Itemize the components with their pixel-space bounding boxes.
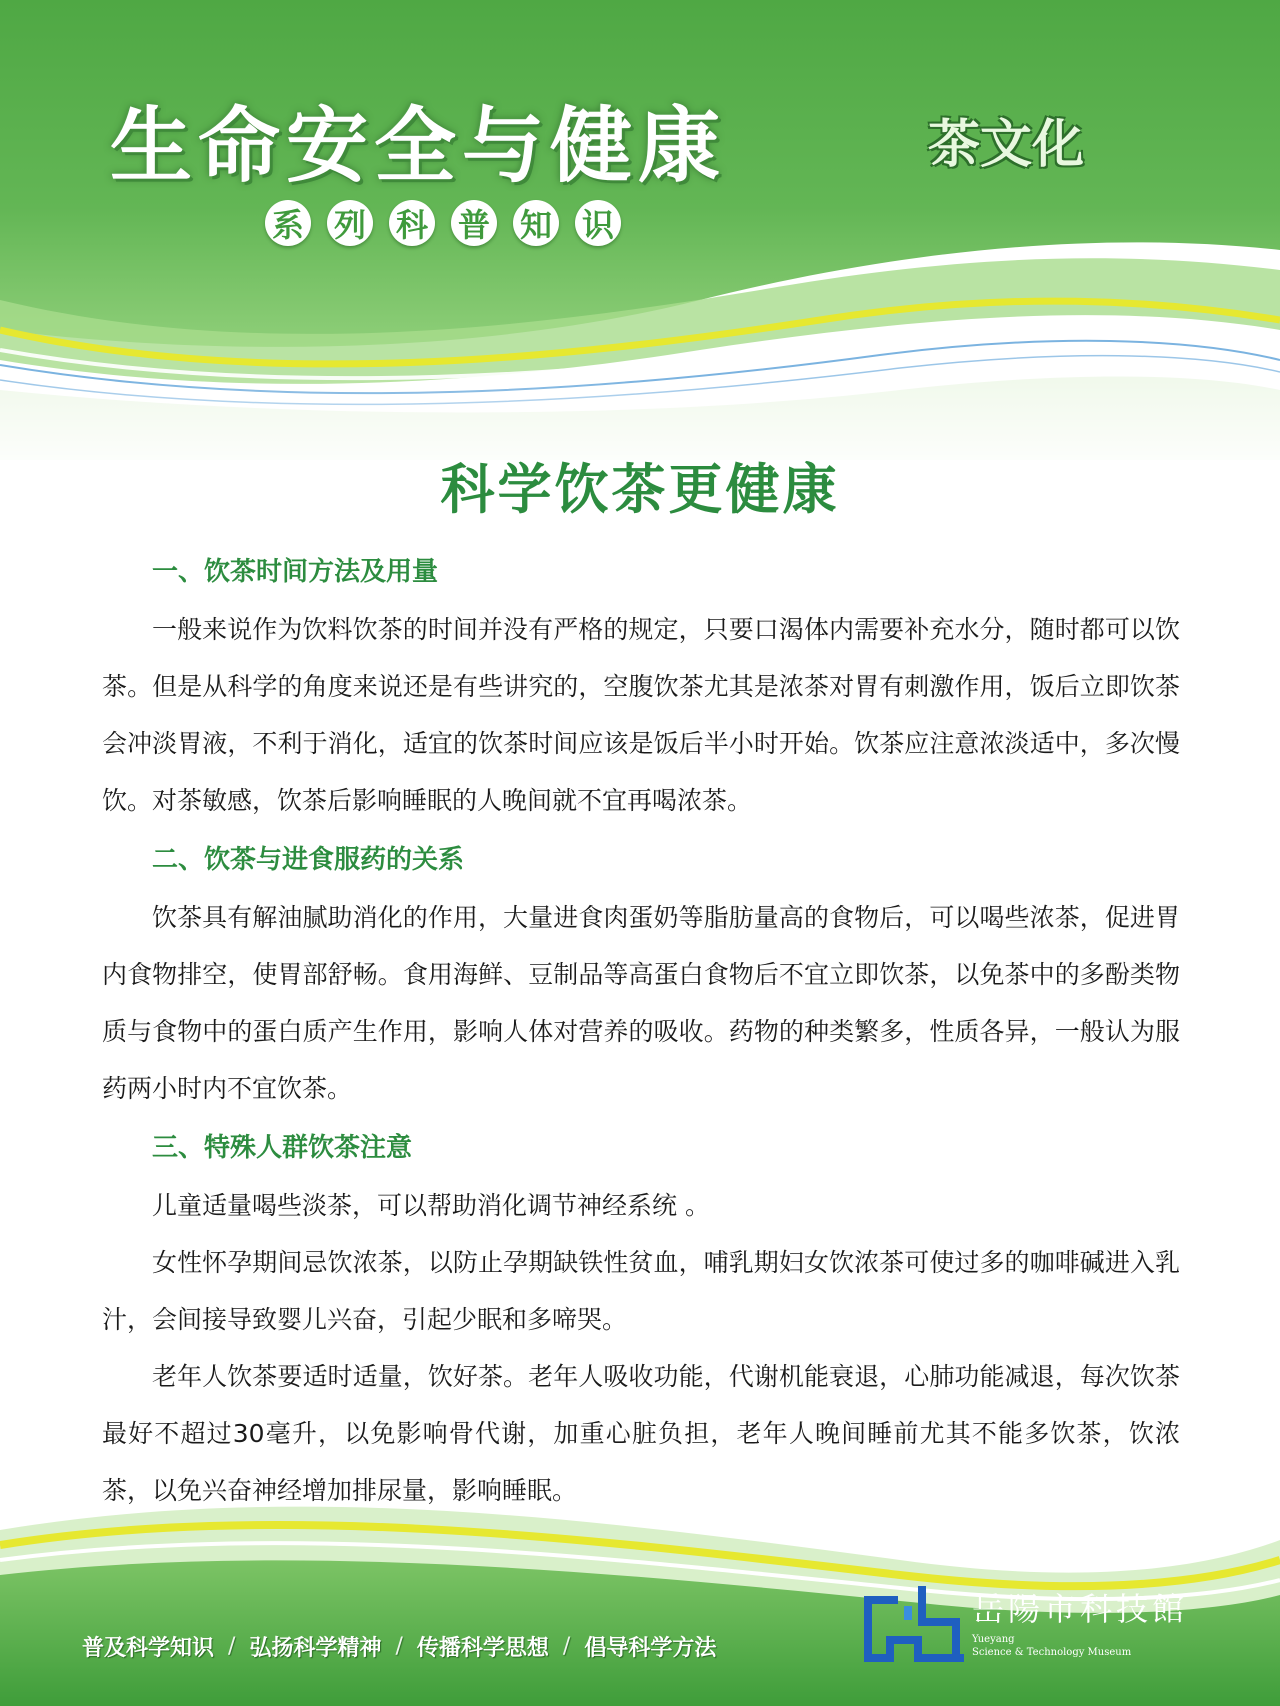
section-paragraph: 儿童适量喝些淡茶，可以帮助消化调节神经系统 。 (152, 1191, 710, 1220)
section-heading: 三、特殊人群饮茶注意 (152, 1133, 413, 1163)
slogan-separator: / (562, 1633, 571, 1659)
slogan-separator: / (395, 1633, 403, 1659)
slogan: 倡导科学方法 (584, 1635, 717, 1661)
museum-name-en: Yueyang (972, 1634, 1015, 1645)
slogan: 普及科学知识 (82, 1635, 215, 1661)
topic-label: 茶文化 (928, 115, 1085, 175)
museum-name-en-sub: Science & Technology Museum (972, 1647, 1132, 1658)
section-paragraph: 一般来说作为饮料饮茶的时间并没有严格的规定，只要口渴体内需要补充水分，随时都可以饮茶。但是从科学的角度来说还是有些讲究的，空腹饮茶尤其是浓茶对胃有刺激作用，饭后立即饮茶会冲淡胃液，不利于消化，适宜的饮茶时间应该是饭后半小时开始。饮茶应注意浓淡适中，多次慢饮。对茶敏感，饮茶后影响睡眠的人晚间就不宜再喝浓茶。 (102, 615, 1180, 815)
series-char: 系 (265, 200, 311, 246)
section-paragraph: 饮茶具有解油腻助消化的作用，大量进食肉蛋奶等脂肪量高的食物后，可以喝些浓茶，促进胃内食物排空，使胃部舒畅。食用海鲜、豆制品等高蛋白食物后不宜立即饮茶，以免茶中的多酚类物质与食物中的蛋白质产生作用，影响人体对营养的吸收。药物的种类繁多，性质各异，一般认为服药两小时内不宜饮茶。 (102, 903, 1180, 1103)
slogan: 传播科学思想 (416, 1635, 549, 1661)
footer-slogans (82, 1626, 716, 1666)
slogan-separator: / (228, 1633, 236, 1659)
series-char: 识 (575, 200, 621, 246)
series-char: 普 (451, 200, 497, 246)
section-heading: 二、饮茶与进食服药的关系 (152, 845, 465, 875)
document-body (102, 553, 1180, 1519)
main-title: 生命安全与健康 (110, 99, 727, 194)
document-title: 科学饮茶更健康 (440, 458, 840, 521)
museum-logo (860, 1582, 1189, 1672)
slogan: 弘扬科学精神 (249, 1635, 382, 1661)
series-char: 知 (513, 200, 559, 246)
museum-name-cn: 岳陽市科技館 (972, 1590, 1189, 1628)
section-paragraph: 女性怀孕期间忌饮浓茶，以防止孕期缺铁性贫血，哺乳期妇女饮浓茶可使过多的咖啡碱进入乳汁，会间接导致婴儿兴奋，引起少眠和多啼哭。 (102, 1248, 1180, 1334)
series-subtitle (265, 200, 621, 248)
section-paragraph: 老年人饮茶要适时适量，饮好茶。老年人吸收功能，代谢机能衰退，心肺功能减退，每次饮茶最好不超过30毫升，以免影响骨代谢，加重心脏负担，老年人晚间睡前尤其不能多饮茶，饮浓茶，以免兴奋神经增加排尿量，影响睡眠。 (102, 1362, 1180, 1505)
section-heading: 一、饮茶时间方法及用量 (152, 557, 439, 587)
series-char: 列 (327, 200, 373, 246)
series-char: 科 (389, 200, 435, 246)
museum-logo-icon (860, 1582, 970, 1672)
